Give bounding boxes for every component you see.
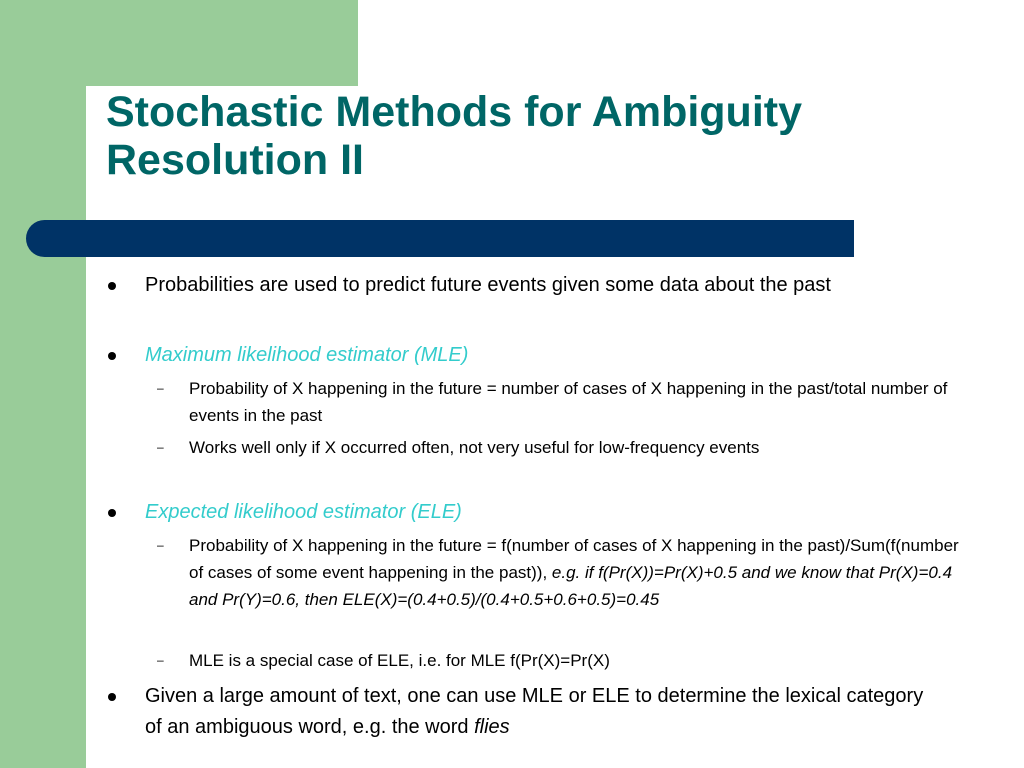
bullet-text-plain: Given a large amount of text, one can use MLE or ELE to determine the lexical category of an ambiguous word, e.g. the word [145,685,924,738]
sub-bullet-text-example: e.g. if f(Pr(X))=Pr(X)+0.5 and we know that Pr(X)=0.4 and Pr(Y)=0.6, then ELE(X)=(0.4+0.5)/(0.4+0.5+0.6+0.5)=0.45 [189,563,953,609]
dash-marker: – [157,538,164,552]
sub-bullet-text: Works well only if X occurred often, not very useful for low-frequency events [189,438,760,457]
dash-marker: – [157,440,164,454]
bullet-text: Probabilities are used to predict future events given some data about the past [145,274,831,296]
slide-title: Stochastic Methods for Ambiguity Resolution II [106,88,802,184]
title-rule-bar [26,220,854,257]
dash-marker: – [157,653,164,667]
sub-bullet-text: Probability of X happening in the future = number of cases of X happening in the past/total number of events in the past [189,379,948,425]
sub-bullet-text: MLE is a special case of ELE, i.e. for MLE f(Pr(X)=Pr(X) [189,651,610,670]
bullet-dot [108,693,116,701]
bullet-dot [108,509,116,517]
bullet-text-ele: Expected likelihood estimator (ELE) [145,501,462,523]
dash-marker: – [157,381,164,395]
left-accent-bar [0,0,86,768]
bullet-dot [108,282,116,290]
bullet-dot [108,352,116,360]
bullet-text-mle: Maximum likelihood estimator (MLE) [145,344,469,366]
bullet-text-emphasis: flies [474,716,510,738]
sub-bullet-text-plain: Probability of X happening in the future = f(number of cases of X happening in the past)/Sum(f(number of cases of some event happening in the past)), [189,536,959,582]
bullet-text [145,681,945,743]
top-accent-block [86,0,358,86]
sub-bullet-text [189,532,959,613]
